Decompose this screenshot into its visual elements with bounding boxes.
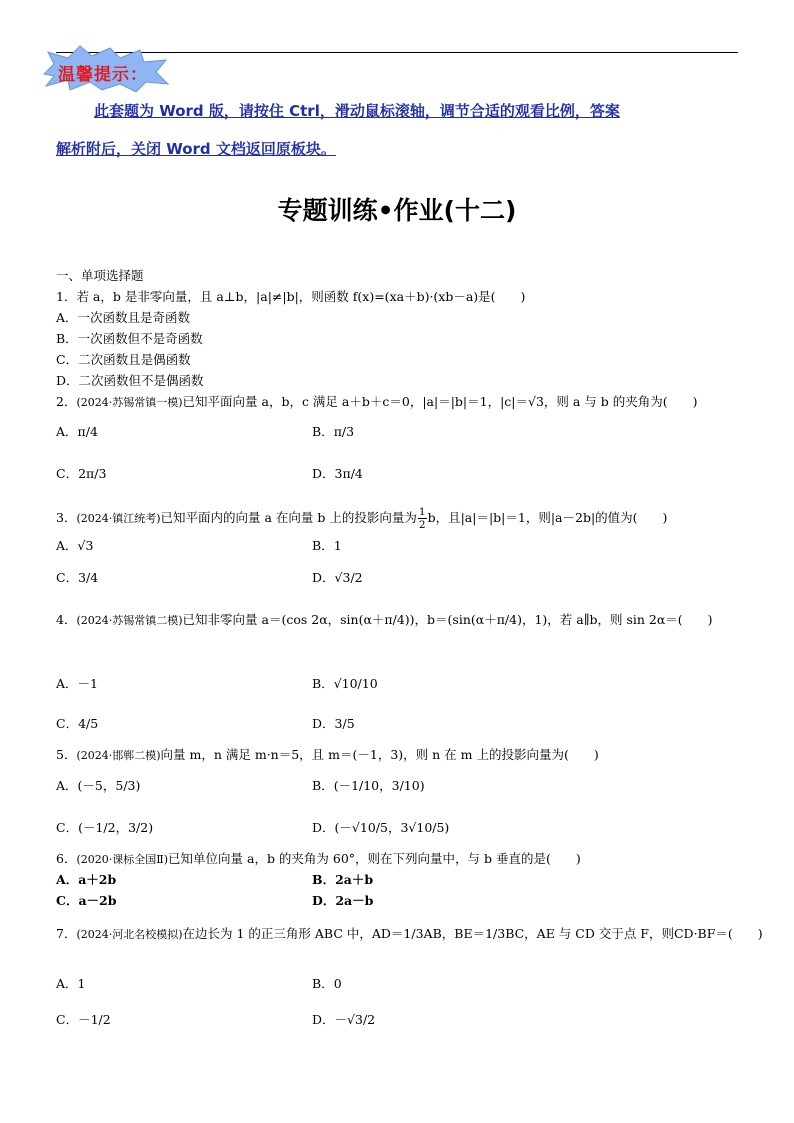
q7-option-c: C．－1/2 — [56, 1012, 111, 1027]
q2-stem: 2．(2024·苏锡常镇一模)已知平面向量 a，b，c 满足 a＋b＋c＝0，|a|＝|b|＝1，|c|＝√3，则 a 与 b 的夹角为( ) — [56, 394, 698, 409]
q6-option-c: C．a－2b — [56, 893, 117, 908]
q3-option-d: D．√3/2 — [312, 570, 363, 585]
q1-stem: 1．若 a，b 是非零向量，且 a⊥b，|a|≠|b|，则函数 f(x)=(xa＋b)·(xb－a)是( ) — [56, 289, 526, 304]
q4-option-c: C．4/5 — [56, 716, 99, 731]
q5-stem: 5．(2024·邯郸二模)向量 m，n 满足 m·n＝5，且 m＝(－1，3)，则 n 在 m 上的投影向量为( ) — [56, 747, 599, 762]
q2-option-a: A．π/4 — [56, 424, 98, 439]
q3-option-b: B．1 — [312, 538, 342, 553]
tip-label: 温馨提示： — [58, 65, 148, 85]
q1-option-b: B．一次函数但不是奇函数 — [56, 331, 203, 346]
q3-option-a: A．√3 — [56, 538, 94, 553]
q4-option-a: A．－1 — [56, 676, 98, 691]
q5-option-a: A．(－5，5/3) — [56, 778, 141, 793]
q6-option-a: A．a＋2b — [56, 872, 117, 887]
page-title: 专题训练•作业(十二) — [277, 196, 517, 225]
q4-option-d: D．3/5 — [312, 716, 355, 731]
notice-line-2: 解析附后，关闭 Word 文档返回原板块。 — [56, 140, 336, 158]
q7-option-d: D．－√3/2 — [312, 1012, 376, 1027]
q6-option-b: B．2a＋b — [312, 872, 374, 887]
q2-option-d: D．3π/4 — [312, 466, 363, 481]
q4-stem: 4．(2024·苏锡常镇二模)已知非零向量 a＝(cos 2α，sin(α＋π/4))，b＝(sin(α＋π/4)，1)，若 a∥b，则 sin 2α＝( ) — [56, 612, 713, 627]
notice-line-1: 此套题为 Word 版，请按住 Ctrl，滑动鼠标滚轴，调节合适的观看比例，答案 — [94, 102, 620, 120]
q2-option-b: B．π/3 — [312, 424, 355, 439]
q5-option-c: C．(－1/2，3/2) — [56, 820, 154, 835]
q6-stem: 6．(2020·课标全国Ⅱ)已知单位向量 a，b 的夹角为 60°，则在下列向量中，与 b 垂直的是( ) — [56, 851, 581, 866]
q1-option-a: A．一次函数且是奇函数 — [56, 310, 191, 325]
q4-option-b: B．√10/10 — [312, 676, 378, 691]
q7-option-a: A．1 — [56, 976, 86, 991]
q7-option-b: B．0 — [312, 976, 342, 991]
q5-option-b: B．(－1/10，3/10) — [312, 778, 425, 793]
q7-stem: 7．(2024·河北名校模拟)在边长为 1 的正三角形 ABC 中，AD＝1/3AB，BE＝1/3BC，AE 与 CD 交于点 F，则CD·BF＝( ) — [56, 926, 763, 941]
section-heading: 一、单项选择题 — [56, 268, 144, 283]
q1-option-d: D．二次函数但不是偶函数 — [56, 373, 204, 388]
q5-option-d: D．(－√10/5，3√10/5) — [312, 820, 450, 835]
q1-option-c: C．二次函数且是偶函数 — [56, 352, 191, 367]
q6-option-d: D．2a－b — [312, 893, 374, 908]
q3-option-c: C．3/4 — [56, 570, 99, 585]
q3-stem: 3．(2024·镇江统考)已知平面内的向量 a 在向量 b 上的投影向量为 $\frac{1}{2}$ b，且|a|＝|b|＝1，则|a－2b|的值为( ) — [56, 506, 668, 531]
q2-option-c: C．2π/3 — [56, 466, 107, 481]
